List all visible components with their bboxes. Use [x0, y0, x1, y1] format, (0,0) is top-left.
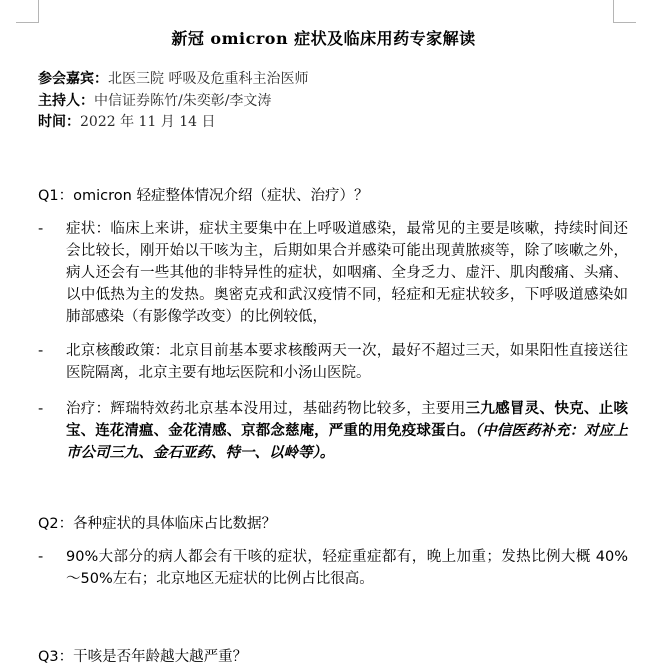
meta-host-label: 主持人： — [38, 93, 94, 109]
question-3: Q3：干咳是否年龄越大越严重？ — [38, 649, 248, 665]
meta-time — [38, 111, 216, 133]
treatment-normal-text: 治疗：辉瑞特效药北京基本没用过，基础药物比较多，主要用 — [66, 401, 466, 417]
q1-item-treatment-text — [66, 398, 628, 464]
q1-item-symptoms — [38, 218, 628, 328]
q1-item-beijing-policy-text: 北京核酸政策：北京目前基本要求核酸两天一次，最好不超过三天，如果阳性直接送往医院隔离，北京主要有地坛医院和小汤山医院。 — [66, 343, 628, 381]
treatment-bold-drug-list: 三九感冒灵、快克、止咳宝、连花清瘟、金花清感、京都念慈庵，严重的用免疫球蛋白。 — [66, 401, 629, 439]
meta-host-value: 中信证券陈竹/朱奕彰/李文涛 — [94, 93, 272, 109]
list-bullet: - — [38, 343, 44, 359]
q1-item-symptoms-text: 症状：临床上来讲，症状主要集中在上呼吸道感染，最常见的主要是咳嗽，持续时间还会比较长，刚开始以干咳为主，后期如果合并感染可能出现黄脓痰等，除了咳嗽之外，病人还会有一些其他的非特异性的症状，如咽痛、全身乏力、虚汗、肌肉酸痛、头痛、以中低热为主的发热。奥密克戎和武汉疫情不同，轻症和无症状较多，下呼吸道感染如肺部感染（有影像学改变）的比例较低， — [66, 221, 628, 325]
q2-item-ratio-text: 90%大部分的病人都会有干咳的症状，轻症重症都有，晚上加重；发热比例大概 40%～50%左右；北京地区无症状的比例占比很高。 — [66, 549, 628, 587]
meta-time-label: 时间： — [38, 114, 80, 130]
q1-item-treatment — [38, 398, 628, 464]
meta-host — [38, 90, 271, 112]
list-bullet: - — [38, 401, 44, 417]
meta-time-value: 2022 年 11 月 14 日 — [80, 114, 216, 130]
document-title: 新冠 omicron 症状及临床用药专家解读 — [171, 29, 476, 48]
treatment-italic-note: （中信医药补充：对应上市公司三九、金石亚药、特一、以岭等）。 — [66, 423, 629, 461]
page-corner-mark-left — [16, 0, 39, 23]
q1-item-beijing-policy — [38, 340, 628, 384]
list-bullet: - — [38, 221, 44, 237]
question-1: Q1：omicron 轻症整体情况介绍（症状、治疗）？ — [38, 188, 369, 204]
list-bullet: - — [38, 549, 44, 565]
question-2: Q2：各种症状的具体临床占比数据？ — [38, 516, 277, 532]
meta-guest-value: 北医三院 呼吸及危重科主治医师 — [108, 71, 309, 87]
q2-item-ratio — [38, 546, 628, 590]
meta-guest-label: 参会嘉宾： — [38, 71, 108, 87]
meta-guest — [38, 68, 308, 90]
page-corner-mark-right — [613, 0, 636, 23]
